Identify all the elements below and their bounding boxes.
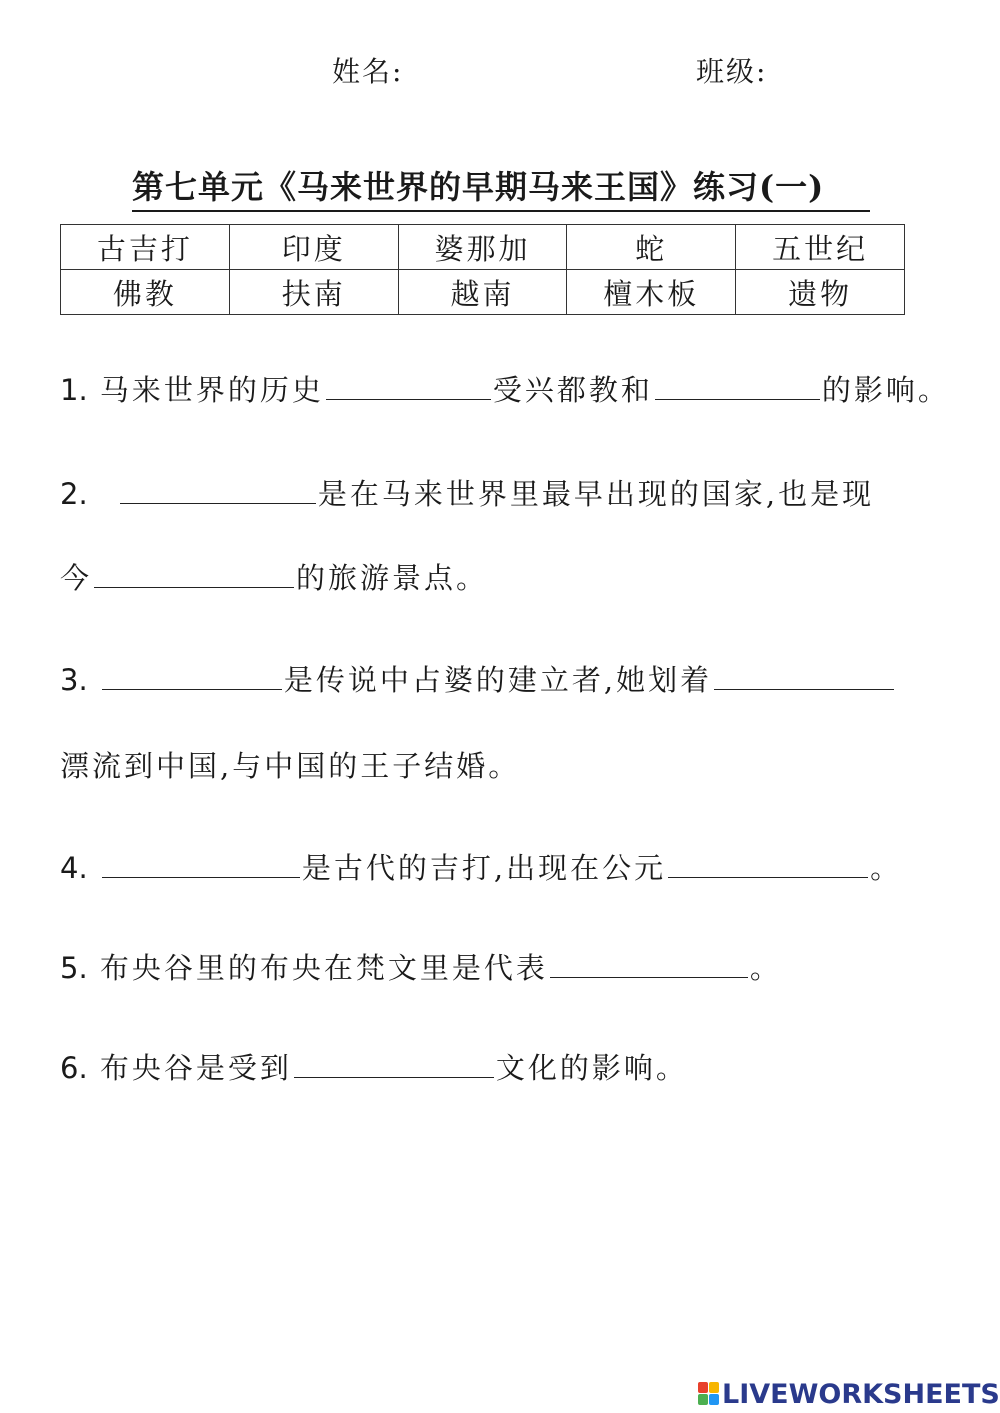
question-text: 文化的影响。 [495, 1051, 688, 1085]
question-text: 漂流到中国,与中国的王子结婚。 [60, 749, 521, 783]
word-bank-cell: 越南 [398, 270, 567, 315]
question-text: 今 [60, 561, 93, 595]
question-6 [60, 1046, 688, 1087]
word-bank-cell: 古吉打 [61, 225, 230, 270]
question-number: 1. [60, 373, 88, 407]
answer-blank-3a[interactable] [102, 663, 282, 690]
question-text: 布央谷是受到 [99, 1051, 292, 1085]
question-number: 2. [60, 477, 88, 511]
name-label: 姓名: [332, 55, 404, 88]
question-3 [60, 658, 896, 699]
question-number: 3. [60, 663, 88, 697]
question-text: 马来世界的历史 [99, 373, 324, 407]
question-text: 。 [870, 851, 903, 885]
answer-blank-5[interactable] [550, 951, 748, 978]
answer-blank-2b[interactable] [94, 561, 294, 588]
word-bank-cell: 婆那加 [398, 225, 567, 270]
answer-blank-1a[interactable] [326, 373, 491, 400]
question-2-cont [60, 556, 488, 597]
question-number: 4. [60, 851, 88, 885]
word-bank-cell: 扶南 [229, 270, 398, 315]
answer-blank-4b[interactable] [668, 851, 868, 878]
question-text: 的影响。 [821, 373, 950, 407]
question-2 [60, 472, 874, 513]
question-text: 受兴都教和 [492, 373, 653, 407]
question-text: 的旅游景点。 [296, 561, 489, 595]
word-bank-row [61, 225, 905, 270]
question-4 [60, 846, 902, 887]
answer-blank-2a[interactable] [120, 477, 316, 504]
question-3-cont [60, 744, 520, 785]
page-title: 第七单元《马来世界的早期马来王国》练习(一) [132, 162, 870, 212]
word-bank-cell: 印度 [229, 225, 398, 270]
question-1 [60, 368, 950, 409]
word-bank-cell: 遗物 [736, 270, 905, 315]
answer-blank-3b[interactable] [714, 663, 894, 690]
word-bank-cell: 蛇 [567, 225, 736, 270]
answer-blank-1b[interactable] [655, 373, 820, 400]
class-label: 班级: [696, 55, 768, 88]
question-text: 是古代的吉打,出现在公元 [301, 851, 667, 885]
word-bank-cell: 檀木板 [567, 270, 736, 315]
question-text: 。 [749, 951, 782, 985]
word-bank-cell: 佛教 [61, 270, 230, 315]
word-bank-row [61, 270, 905, 315]
question-text: 是传说中占婆的建立者,她划着 [283, 663, 713, 697]
question-number: 6. [60, 1051, 88, 1085]
question-text: 是在马来世界里最早出现的国家,也是现 [317, 477, 875, 511]
word-bank-cell: 五世纪 [736, 225, 905, 270]
question-number: 5. [60, 951, 88, 985]
brand-mark-icon [698, 1382, 720, 1406]
liveworksheets-logo [698, 1380, 1000, 1408]
question-5 [60, 946, 782, 987]
answer-blank-4a[interactable] [102, 851, 300, 878]
question-text: 布央谷里的布央在梵文里是代表 [99, 951, 548, 985]
word-bank-table [60, 224, 905, 315]
answer-blank-6[interactable] [294, 1051, 494, 1078]
brand-name: LIVEWORKSHEETS [722, 1378, 1000, 1410]
